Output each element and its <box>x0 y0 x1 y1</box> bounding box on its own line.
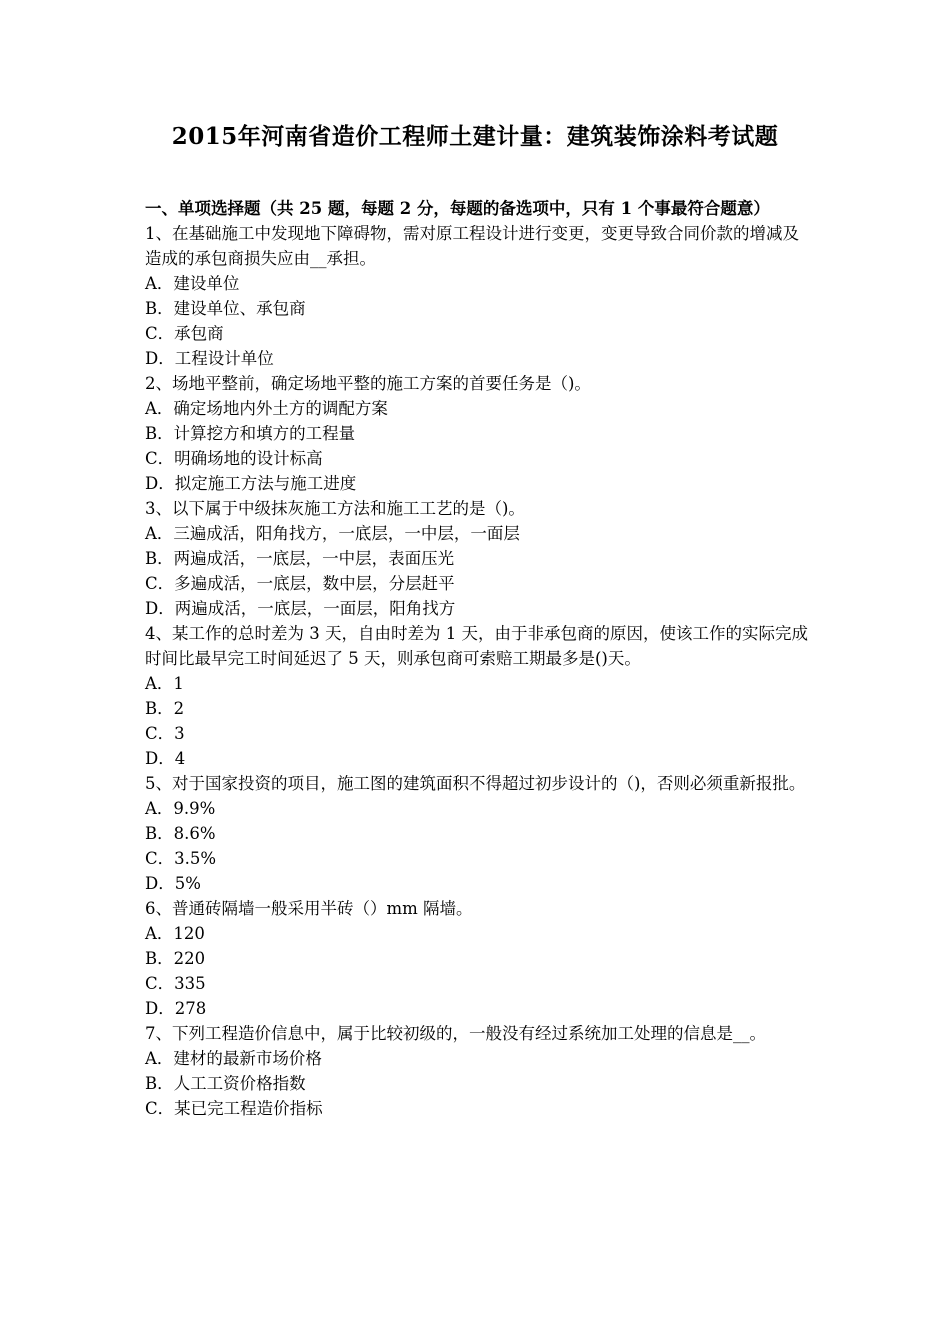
answer-option: B．220 <box>145 949 206 968</box>
section-heading: 一、单项选择题（共 25 题，每题 2 分，每题的备选项中，只有 1 个事最符合题意） <box>145 199 770 218</box>
document-body <box>145 196 810 1121</box>
question-item <box>145 771 810 896</box>
answer-option: B．8.6% <box>145 824 216 843</box>
answer-option: C．承包商 <box>145 324 224 343</box>
answer-option: C．3.5% <box>145 849 217 868</box>
answer-option: D．5% <box>145 874 201 893</box>
answer-option: D．4 <box>145 749 186 768</box>
question-list <box>145 221 810 1121</box>
answer-option: C．3 <box>145 724 185 743</box>
answer-option: D．拟定施工方法与施工进度 <box>145 474 357 493</box>
answer-option: A．120 <box>145 924 205 943</box>
question-stem: 5、对于国家投资的项目，施工图的建筑面积不得超过初步设计的（)，否则必须重新报批。 <box>145 774 806 793</box>
answer-option: A．建材的最新市场价格 <box>145 1049 322 1068</box>
answer-option: A．9.9% <box>145 799 216 818</box>
question-item <box>145 221 810 371</box>
answer-option: A．确定场地内外土方的调配方案 <box>145 399 388 418</box>
question-stem: 3、以下属于中级抹灰施工方法和施工工艺的是（)。 <box>145 499 525 518</box>
answer-option: B．人工工资价格指数 <box>145 1074 306 1093</box>
answer-option: B．计算挖方和填方的工程量 <box>145 424 356 443</box>
question-stem: 7、下列工程造价信息中，属于比较初级的，一般没有经过系统加工处理的信息是__。 <box>145 1024 766 1043</box>
question-item <box>145 496 810 621</box>
answer-option: A．1 <box>145 674 184 693</box>
answer-option: B．建设单位、承包商 <box>145 299 306 318</box>
answer-option: D．278 <box>145 999 207 1018</box>
answer-option: D．两遍成活，一底层，一面层，阳角找方 <box>145 599 456 618</box>
answer-option: A．建设单位 <box>145 274 240 293</box>
answer-option: C．明确场地的设计标高 <box>145 449 323 468</box>
question-stem: 4、某工作的总时差为 3 天，自由时差为 1 天，由于非承包商的原因，使该工作的实际完成时间比最早完工时间延迟了 5 天，则承包商可索赔工期最多是()天。 <box>145 624 808 668</box>
question-item <box>145 1021 810 1121</box>
question-stem: 6、普通砖隔墙一般采用半砖（）mm 隔墙。 <box>145 899 473 918</box>
answer-option: C．335 <box>145 974 206 993</box>
question-item <box>145 621 810 771</box>
question-item <box>145 371 810 496</box>
answer-option: A．三遍成活，阳角找方，一底层，一中层，一面层 <box>145 524 520 543</box>
question-stem: 1、在基础施工中发现地下障碍物，需对原工程设计进行变更，变更导致合同价款的增减及造成的承包商损失应由__承担。 <box>145 224 799 268</box>
answer-option: D．工程设计单位 <box>145 349 274 368</box>
answer-option: C．多遍成活，一底层，数中层，分层赶平 <box>145 574 455 593</box>
answer-option: B．两遍成活，一底层，一中层，表面压光 <box>145 549 455 568</box>
answer-option: B．2 <box>145 699 185 718</box>
document-title: 2015年河南省造价工程师土建计量：建筑装饰涂料考试题 <box>171 123 779 150</box>
question-item <box>145 896 810 1021</box>
question-stem: 2、场地平整前，确定场地平整的施工方案的首要任务是（)。 <box>145 374 591 393</box>
answer-option: C．某已完工程造价指标 <box>145 1099 323 1118</box>
